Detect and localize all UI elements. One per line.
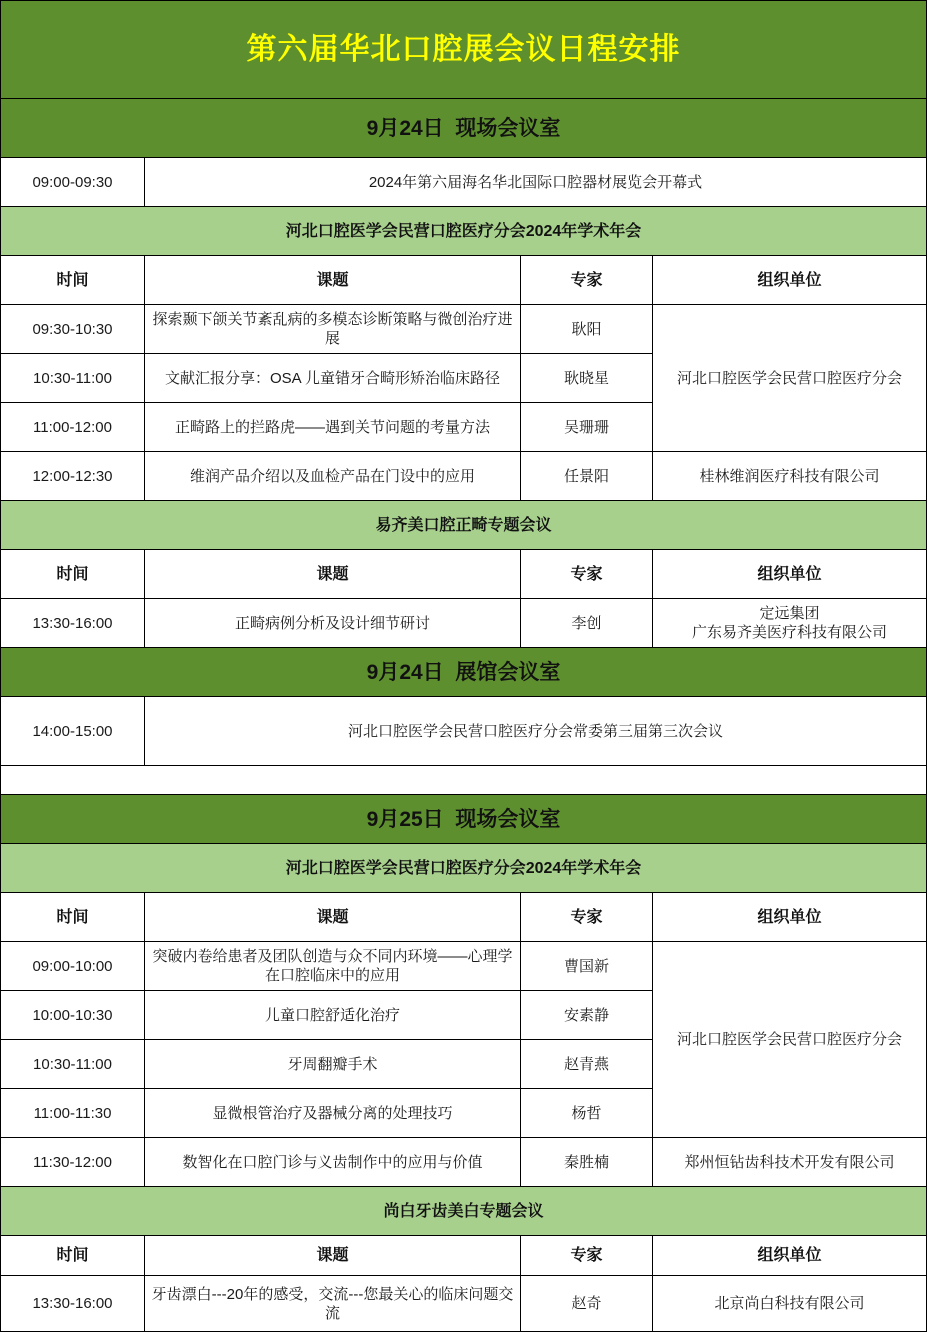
time-cell: 10:00-10:30	[0, 991, 145, 1040]
column-header-row	[0, 893, 927, 942]
time-cell: 09:00-09:30	[0, 158, 145, 207]
column-header-org: 组织单位	[653, 893, 927, 942]
day-band	[0, 795, 927, 844]
org-line: 定远集团	[759, 605, 820, 622]
table-row	[0, 354, 653, 403]
column-header-topic: 课题	[145, 256, 521, 305]
spacer-row	[0, 766, 927, 795]
topic-cell: 突破内卷给患者及团队创造与众不同内环境——心理学在口腔临床中的应用	[145, 942, 521, 991]
column-header-time: 时间	[0, 550, 145, 599]
org-merged-row	[653, 942, 927, 1138]
topic-cell: 正畸路上的拦路虎——遇到关节问题的考量方法	[145, 403, 521, 452]
day-band-label: 9月24日 现场会议室	[0, 99, 927, 158]
org-merged-row	[653, 305, 927, 452]
column-header-topic: 课题	[145, 893, 521, 942]
topic-cell: 探索颞下颌关节紊乱病的多模态诊断策略与微创治疗进展	[145, 305, 521, 354]
time-cell: 10:30-11:00	[0, 1040, 145, 1089]
table-row	[0, 697, 927, 766]
org-row	[653, 452, 927, 501]
day-band-label: 9月25日 现场会议室	[0, 795, 927, 844]
expert-cell: 赵青燕	[521, 1040, 653, 1089]
time-cell: 13:30-16:00	[0, 1276, 145, 1332]
table-row	[0, 305, 653, 354]
time-cell: 09:00-10:00	[0, 942, 145, 991]
column-header-time: 时间	[0, 1236, 145, 1276]
day-band-label: 9月24日 展馆会议室	[0, 648, 927, 697]
table-row	[0, 1276, 927, 1332]
session-header	[0, 501, 927, 550]
column-header-topic: 课题	[145, 1236, 521, 1276]
time-cell: 12:00-12:30	[0, 452, 145, 501]
org-cell: 桂林维润医疗科技有限公司	[653, 452, 927, 501]
expert-cell: 任景阳	[521, 452, 653, 501]
column-header-row	[0, 550, 927, 599]
session-header	[0, 1187, 927, 1236]
expert-cell: 耿晓星	[521, 354, 653, 403]
page-title: 第六届华北口腔展会议日程安排	[0, 0, 927, 99]
topic-cell: 牙周翻瓣手术	[145, 1040, 521, 1089]
org-cell: 河北口腔医学会民营口腔医疗分会	[653, 305, 927, 452]
expert-cell: 耿阳	[521, 305, 653, 354]
topic-cell: 牙齿漂白---20年的感受，交流---您最关心的临床问题交流	[145, 1276, 521, 1332]
column-header-row	[0, 256, 927, 305]
org-cell: 北京尚白科技有限公司	[653, 1276, 927, 1332]
table-row	[0, 1040, 653, 1089]
event-cell: 河北口腔医学会民营口腔医疗分会常委第三届第三次会议	[145, 697, 927, 766]
org-cell: 河北口腔医学会民营口腔医疗分会	[653, 942, 927, 1138]
session-title: 尚白牙齿美白专题会议	[0, 1187, 927, 1236]
org-row	[653, 1138, 927, 1187]
expert-cell: 吴珊珊	[521, 403, 653, 452]
table-row	[0, 1138, 653, 1187]
day-band	[0, 99, 927, 158]
column-header-row	[0, 1236, 927, 1276]
time-cell: 10:30-11:00	[0, 354, 145, 403]
topic-cell: 维润产品介绍以及血检产品在门设中的应用	[145, 452, 521, 501]
expert-cell: 秦胜楠	[521, 1138, 653, 1187]
expert-cell: 赵奇	[521, 1276, 653, 1332]
column-header-expert: 专家	[521, 550, 653, 599]
session-title: 河北口腔医学会民营口腔医疗分会2024年学术年会	[0, 844, 927, 893]
column-header-expert: 专家	[521, 256, 653, 305]
time-cell: 11:00-11:30	[0, 1089, 145, 1138]
title-row	[0, 0, 927, 99]
column-header-topic: 课题	[145, 550, 521, 599]
column-header-org: 组织单位	[653, 550, 927, 599]
topic-cell: 数智化在口腔门诊与义齿制作中的应用与价值	[145, 1138, 521, 1187]
time-cell: 11:00-12:00	[0, 403, 145, 452]
event-cell: 2024年第六届海名华北国际口腔器材展览会开幕式	[145, 158, 927, 207]
session-title: 易齐美口腔正畸专题会议	[0, 501, 927, 550]
column-header-time: 时间	[0, 256, 145, 305]
expert-cell: 李创	[521, 599, 653, 648]
topic-cell: 显微根管治疗及器械分离的处理技巧	[145, 1089, 521, 1138]
time-cell: 11:30-12:00	[0, 1138, 145, 1187]
table-row	[0, 1089, 653, 1138]
topic-cell: 文献汇报分享：OSA 儿童错牙合畸形矫治临床路径	[145, 354, 521, 403]
table-row	[0, 599, 927, 648]
topic-cell: 儿童口腔舒适化治疗	[145, 991, 521, 1040]
table-row	[0, 403, 653, 452]
topic-cell: 正畸病例分析及设计细节研讨	[145, 599, 521, 648]
table-row	[0, 991, 653, 1040]
time-cell: 14:00-15:00	[0, 697, 145, 766]
column-header-expert: 专家	[521, 1236, 653, 1276]
day-band	[0, 648, 927, 697]
column-header-org: 组织单位	[653, 256, 927, 305]
expert-cell: 曹国新	[521, 942, 653, 991]
org-line: 广东易齐美医疗科技有限公司	[691, 624, 887, 641]
session-header	[0, 844, 927, 893]
time-cell: 09:30-10:30	[0, 305, 145, 354]
table-row	[0, 942, 653, 991]
session-header	[0, 207, 927, 256]
expert-cell: 安素静	[521, 991, 653, 1040]
time-cell: 13:30-16:00	[0, 599, 145, 648]
org-cell: 郑州恒钻齿科技术开发有限公司	[653, 1138, 927, 1187]
column-header-org: 组织单位	[653, 1236, 927, 1276]
expert-cell: 杨哲	[521, 1089, 653, 1138]
session-title: 河北口腔医学会民营口腔医疗分会2024年学术年会	[0, 207, 927, 256]
column-header-time: 时间	[0, 893, 145, 942]
table-row	[0, 158, 927, 207]
table-row	[0, 452, 653, 501]
org-cell	[653, 599, 927, 648]
column-header-expert: 专家	[521, 893, 653, 942]
